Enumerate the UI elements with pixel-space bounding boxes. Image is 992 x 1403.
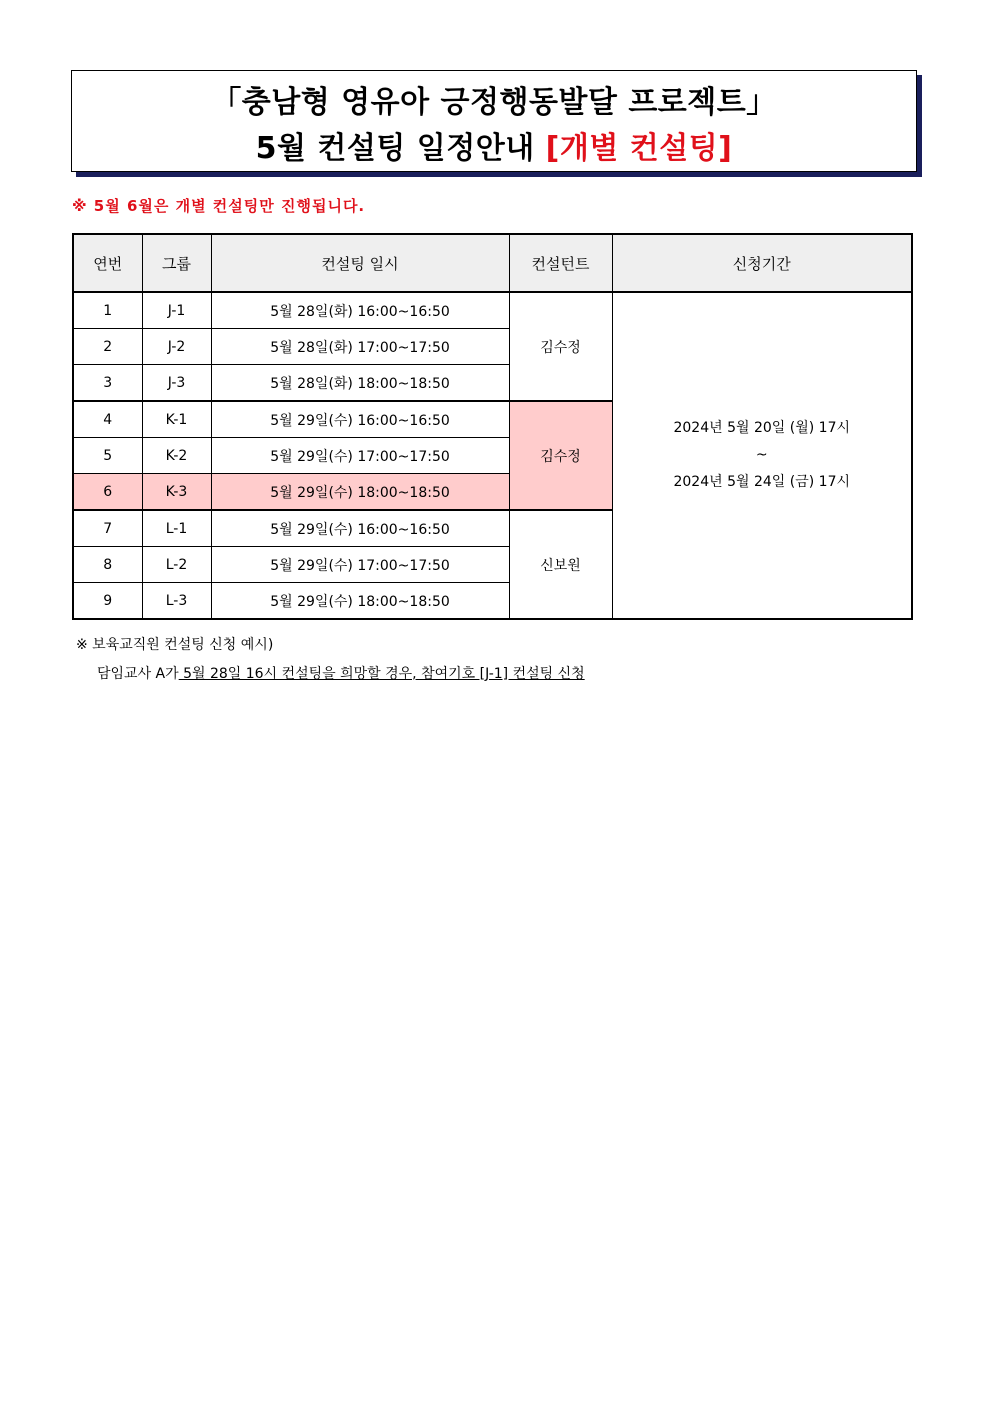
row-no: 1: [73, 292, 142, 329]
title-line-2-main: 5월 컨설팅 일정안내: [255, 131, 546, 166]
table-header-row: [73, 234, 912, 292]
row-no: 3: [73, 365, 142, 402]
row-group: L-1: [142, 510, 211, 547]
table-row: [73, 292, 912, 329]
row-group: L-3: [142, 583, 211, 620]
title-box: [71, 70, 917, 172]
row-no: 5: [73, 438, 142, 474]
example-heading: ※ 보육교직원 컨설팅 신청 예시): [76, 637, 274, 653]
row-no: 8: [73, 547, 142, 583]
example-prefix: 담임교사 A가: [97, 666, 179, 682]
row-datetime: 5월 29일(수) 16:00~16:50: [211, 401, 509, 438]
header-no: 연번: [73, 234, 142, 292]
row-no: 7: [73, 510, 142, 547]
header-period: 신청기간: [612, 234, 912, 292]
row-group: K-3: [142, 474, 211, 511]
row-group: J-3: [142, 365, 211, 402]
row-datetime: 5월 29일(수) 16:00~16:50: [211, 510, 509, 547]
row-no: 4: [73, 401, 142, 438]
notice-text: ※ 5월 6월은 개별 컨설팅만 진행됩니다.: [72, 197, 366, 215]
row-no: 6: [73, 474, 142, 511]
row-datetime: 5월 28일(화) 16:00~16:50: [211, 292, 509, 329]
row-datetime: 5월 28일(화) 18:00~18:50: [211, 365, 509, 402]
title-line-1: 「충남형 영유아 긍정행동발달 프로젝트」: [211, 85, 777, 120]
period-separator: ~: [755, 447, 768, 463]
example-body: [97, 663, 585, 683]
row-group: K-1: [142, 401, 211, 438]
consultant-cell-highlighted: 김수정: [509, 401, 612, 510]
row-datetime: 5월 28일(화) 17:00~17:50: [211, 329, 509, 365]
row-datetime: 5월 29일(수) 17:00~17:50: [211, 547, 509, 583]
consultant-cell: 김수정: [509, 292, 612, 401]
example-underlined-text: 5월 28일 16시 컨설팅을 희망할 경우, 참여기호 [J-1] 컨설팅 신청: [178, 666, 585, 682]
title-line-2: [72, 123, 916, 167]
row-group: J-2: [142, 329, 211, 365]
period-end: 2024년 5월 24일 (금) 17시: [673, 474, 850, 490]
row-datetime: 5월 29일(수) 18:00~18:50: [211, 583, 509, 620]
row-group: K-2: [142, 438, 211, 474]
row-no: 9: [73, 583, 142, 620]
title-line-2-highlight: [개별 컨설팅]: [545, 131, 733, 166]
consultant-cell: 신보원: [509, 510, 612, 619]
period-start: 2024년 5월 20일 (월) 17시: [673, 420, 850, 436]
row-group: J-1: [142, 292, 211, 329]
period-cell: [612, 292, 912, 619]
schedule-table: [72, 233, 913, 620]
row-group: L-2: [142, 547, 211, 583]
header-consultant: 컨설턴트: [509, 234, 612, 292]
header-datetime: 컨설팅 일시: [211, 234, 509, 292]
header-group: 그룹: [142, 234, 211, 292]
row-datetime: 5월 29일(수) 18:00~18:50: [211, 474, 509, 511]
row-datetime: 5월 29일(수) 17:00~17:50: [211, 438, 509, 474]
row-no: 2: [73, 329, 142, 365]
